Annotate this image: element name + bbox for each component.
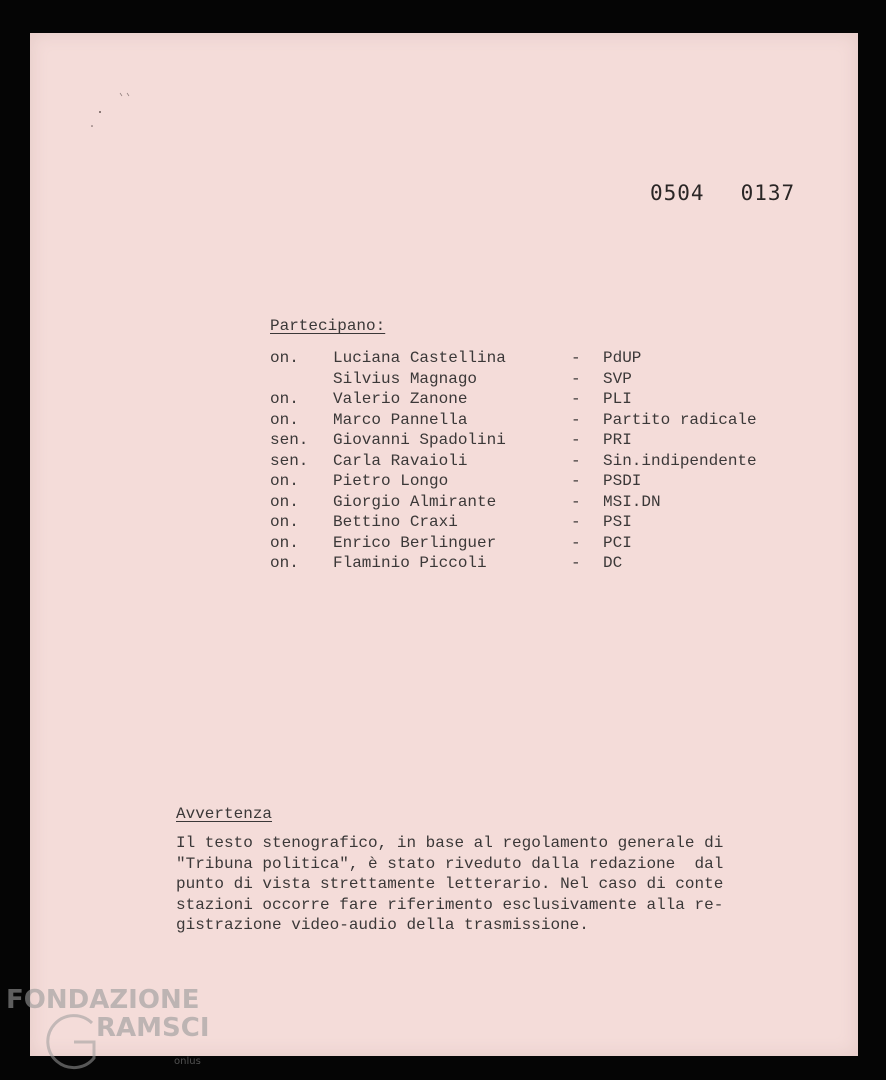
warning-line: punto di vista strettamente letterario. Nel caso di conte (176, 875, 724, 893)
document-page (30, 33, 858, 1056)
participant-name: Enrico Berlinguer (333, 533, 497, 552)
participant-dash: - (571, 431, 581, 449)
participant-title: on. (270, 390, 299, 408)
warning-line: stazioni occorre fare riferimento esclusivamente alla re- (176, 895, 724, 914)
warning-line: gistrazione video-audio della trasmissione. (176, 916, 589, 934)
participant-party: PLI (603, 390, 632, 408)
participants-heading: Partecipano: (270, 317, 386, 335)
participant-name: Giovanni Spadolini (333, 431, 506, 449)
warning-text (176, 833, 796, 936)
participant-dash: - (571, 554, 581, 572)
participant-party: PSI (603, 513, 632, 531)
participant-dash: - (571, 349, 581, 367)
participant-name: Flaminio Piccoli (333, 554, 487, 572)
fondazione-gramsci-watermark (0, 980, 220, 1080)
participant-name: Bettino Craxi (333, 513, 458, 531)
participant-title: sen. (270, 451, 309, 470)
participant-party: PCI (603, 533, 632, 552)
participant-party: SVP (603, 369, 632, 388)
document-number (650, 181, 795, 205)
participant-party: PdUP (603, 349, 642, 367)
participant-title: on. (270, 533, 299, 552)
participant-dash: - (571, 451, 581, 470)
participant-party: DC (603, 554, 623, 572)
participant-title: on. (270, 349, 299, 367)
participant-party: MSI.DN (603, 492, 661, 511)
participant-title: on. (270, 492, 299, 511)
paper-specks (86, 88, 146, 133)
participant-dash: - (571, 492, 581, 511)
participant-title: on. (270, 554, 299, 572)
watermark-suffix: onlus (174, 1056, 201, 1067)
participant-dash: - (571, 369, 581, 388)
document-number-part: 0137 (740, 181, 796, 205)
participant-name: Giorgio Almirante (333, 492, 497, 511)
participant-dash: - (571, 533, 581, 552)
participant-dash: - (571, 410, 581, 429)
participant-name: Valerio Zanone (333, 390, 468, 408)
participant-name: Silvius Magnago (333, 369, 478, 388)
participant-name: Carla Ravaioli (333, 451, 468, 470)
warning-line: Il testo stenografico, in base al regolamento generale di (176, 834, 724, 852)
participant-dash: - (571, 390, 581, 408)
participant-name: Pietro Longo (333, 472, 449, 490)
participant-title: on. (270, 472, 299, 490)
watermark-line2: RAMSCI (96, 1013, 210, 1043)
participant-party: PSDI (603, 472, 642, 490)
document-number-part: 0504 (650, 181, 705, 205)
participant-title: on. (270, 513, 299, 531)
participant-title: sen. (270, 431, 309, 449)
participant-dash: - (571, 513, 581, 531)
participant-dash: - (571, 472, 581, 490)
participant-name: Luciana Castellina (333, 349, 506, 367)
participant-party: Sin.indipendente (603, 451, 757, 470)
warning-heading: Avvertenza (176, 805, 273, 823)
participant-party: Partito radicale (603, 410, 757, 429)
participant-name: Marco Pannella (333, 410, 468, 429)
watermark-line1: FONDAZIONE (6, 985, 200, 1015)
participant-title: on. (270, 410, 299, 429)
participant-party: PRI (603, 431, 632, 449)
warning-line: "Tribuna politica", è stato riveduto dalla redazione dal (176, 854, 724, 873)
